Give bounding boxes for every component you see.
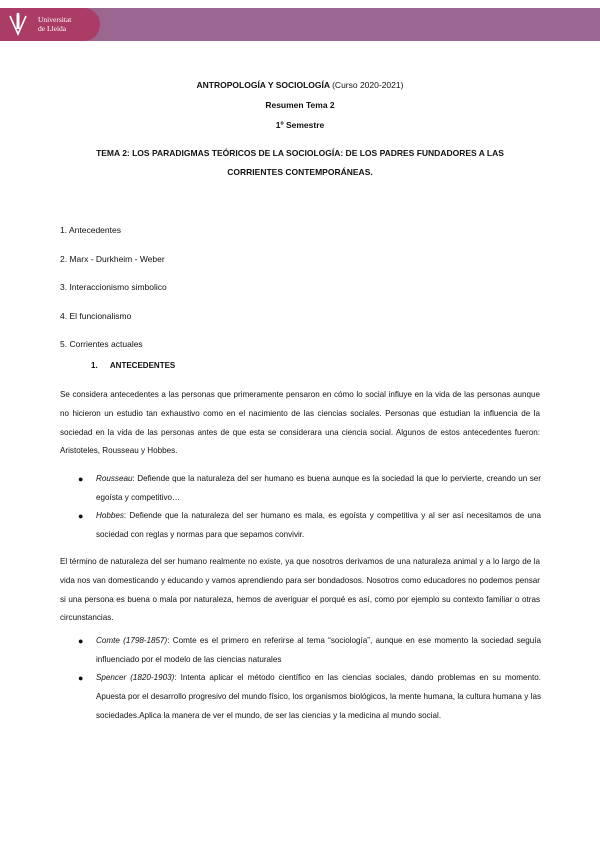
bullet-rousseau: Rousseau: Defiende que la naturaleza del ser humano es buena aunque es la sociedad la que lo pervierte, creando un ser egoísta y competitivo… (96, 474, 541, 502)
toc-item: 5. Corrientes actuales (60, 339, 143, 349)
bullet-icon: ● (78, 636, 84, 646)
university-header-bar (0, 8, 600, 41)
document-semester: 1º Semestre (275, 120, 325, 130)
topic-title-line1: TEMA 2: LOS PARADIGMAS TEÓRICOS DE LA SOCIOLOGÍA: DE LOS PADRES FUNDADORES A LAS (96, 148, 504, 158)
bullet-icon: ● (78, 673, 84, 683)
toc-item: 1. Antecedentes (60, 225, 121, 235)
section-intro-paragraph: Se considera antecedentes a las personas que primeramente pensaron en cómo lo social influye en la vida de las personas aunque no hicieron un estudio tan exhaustivo como en el nacimiento de las ciencias sociales. Personas que estudian la influencia de la sociedad en la vida de las personas antes de que esta se considerara una ciencia social. Algunos de estos antecedentes fueron: Aristoteles, Rousseau y Hobbes. (60, 390, 540, 456)
bullet-hobbes: Hobbes: Defiende que la naturaleza del ser humano es mala, es egoísta y competitiva y al ser así necesitamos de una sociedad con reglas y normas para que sepamos convivir. (96, 511, 541, 539)
toc-item: 4. El funcionalismo (60, 311, 132, 321)
university-logo (0, 8, 100, 41)
university-logo-text: Universitat de Lleida (38, 15, 72, 33)
topic-title-line2: CORRIENTES CONTEMPORÁNEAS. (227, 167, 373, 177)
toc-item: 2. Marx - Durkheim - Weber (60, 254, 165, 264)
bullet-icon: ● (78, 474, 84, 484)
university-crest-icon (6, 12, 30, 38)
document-subtitle: Resumen Tema 2 (265, 100, 335, 110)
section-heading: 1. ANTECEDENTES (91, 361, 176, 370)
document-title: ANTROPOLOGÍA Y SOCIOLOGÍA (Curso 2020-2021) (196, 80, 404, 90)
section-middle-paragraph: El término de naturaleza del ser humano realmente no existe, ya que nosotros derivamos de una naturaleza animal y a lo largo de la vida nos van domesticando y educando y vamos aprendiendo para ser bondadosos. Nosotros como educadores no podemos pensar si una persona es buena o mala por naturaleza, hemos de averiguar el porqué es así, como por ejemplo su contexto familiar o otras circunstancias. (60, 557, 540, 623)
toc-item: 3. Interaccionismo simbolico (60, 282, 167, 292)
bullet-icon: ● (78, 511, 84, 521)
bullet-comte: Comte (1798-1857): Comte es el primero en referirse al tema “sociología”, aunque en ese momento la sociedad seguía influenciado por el modelo de las ciencias naturales (96, 636, 542, 664)
bullet-spencer: Spencer (1820-1903): Intenta aplicar el método científico en las ciencias sociales, dando problemas en su momento. Apuesta por el desarrollo progresivo del mundo físico, los organismos biológicos, la mente humana, la cultura humana y las sociedades.Aplica la manera de ver el mundo, de ser las ciencias y la medicina al mundo social. (96, 673, 541, 720)
